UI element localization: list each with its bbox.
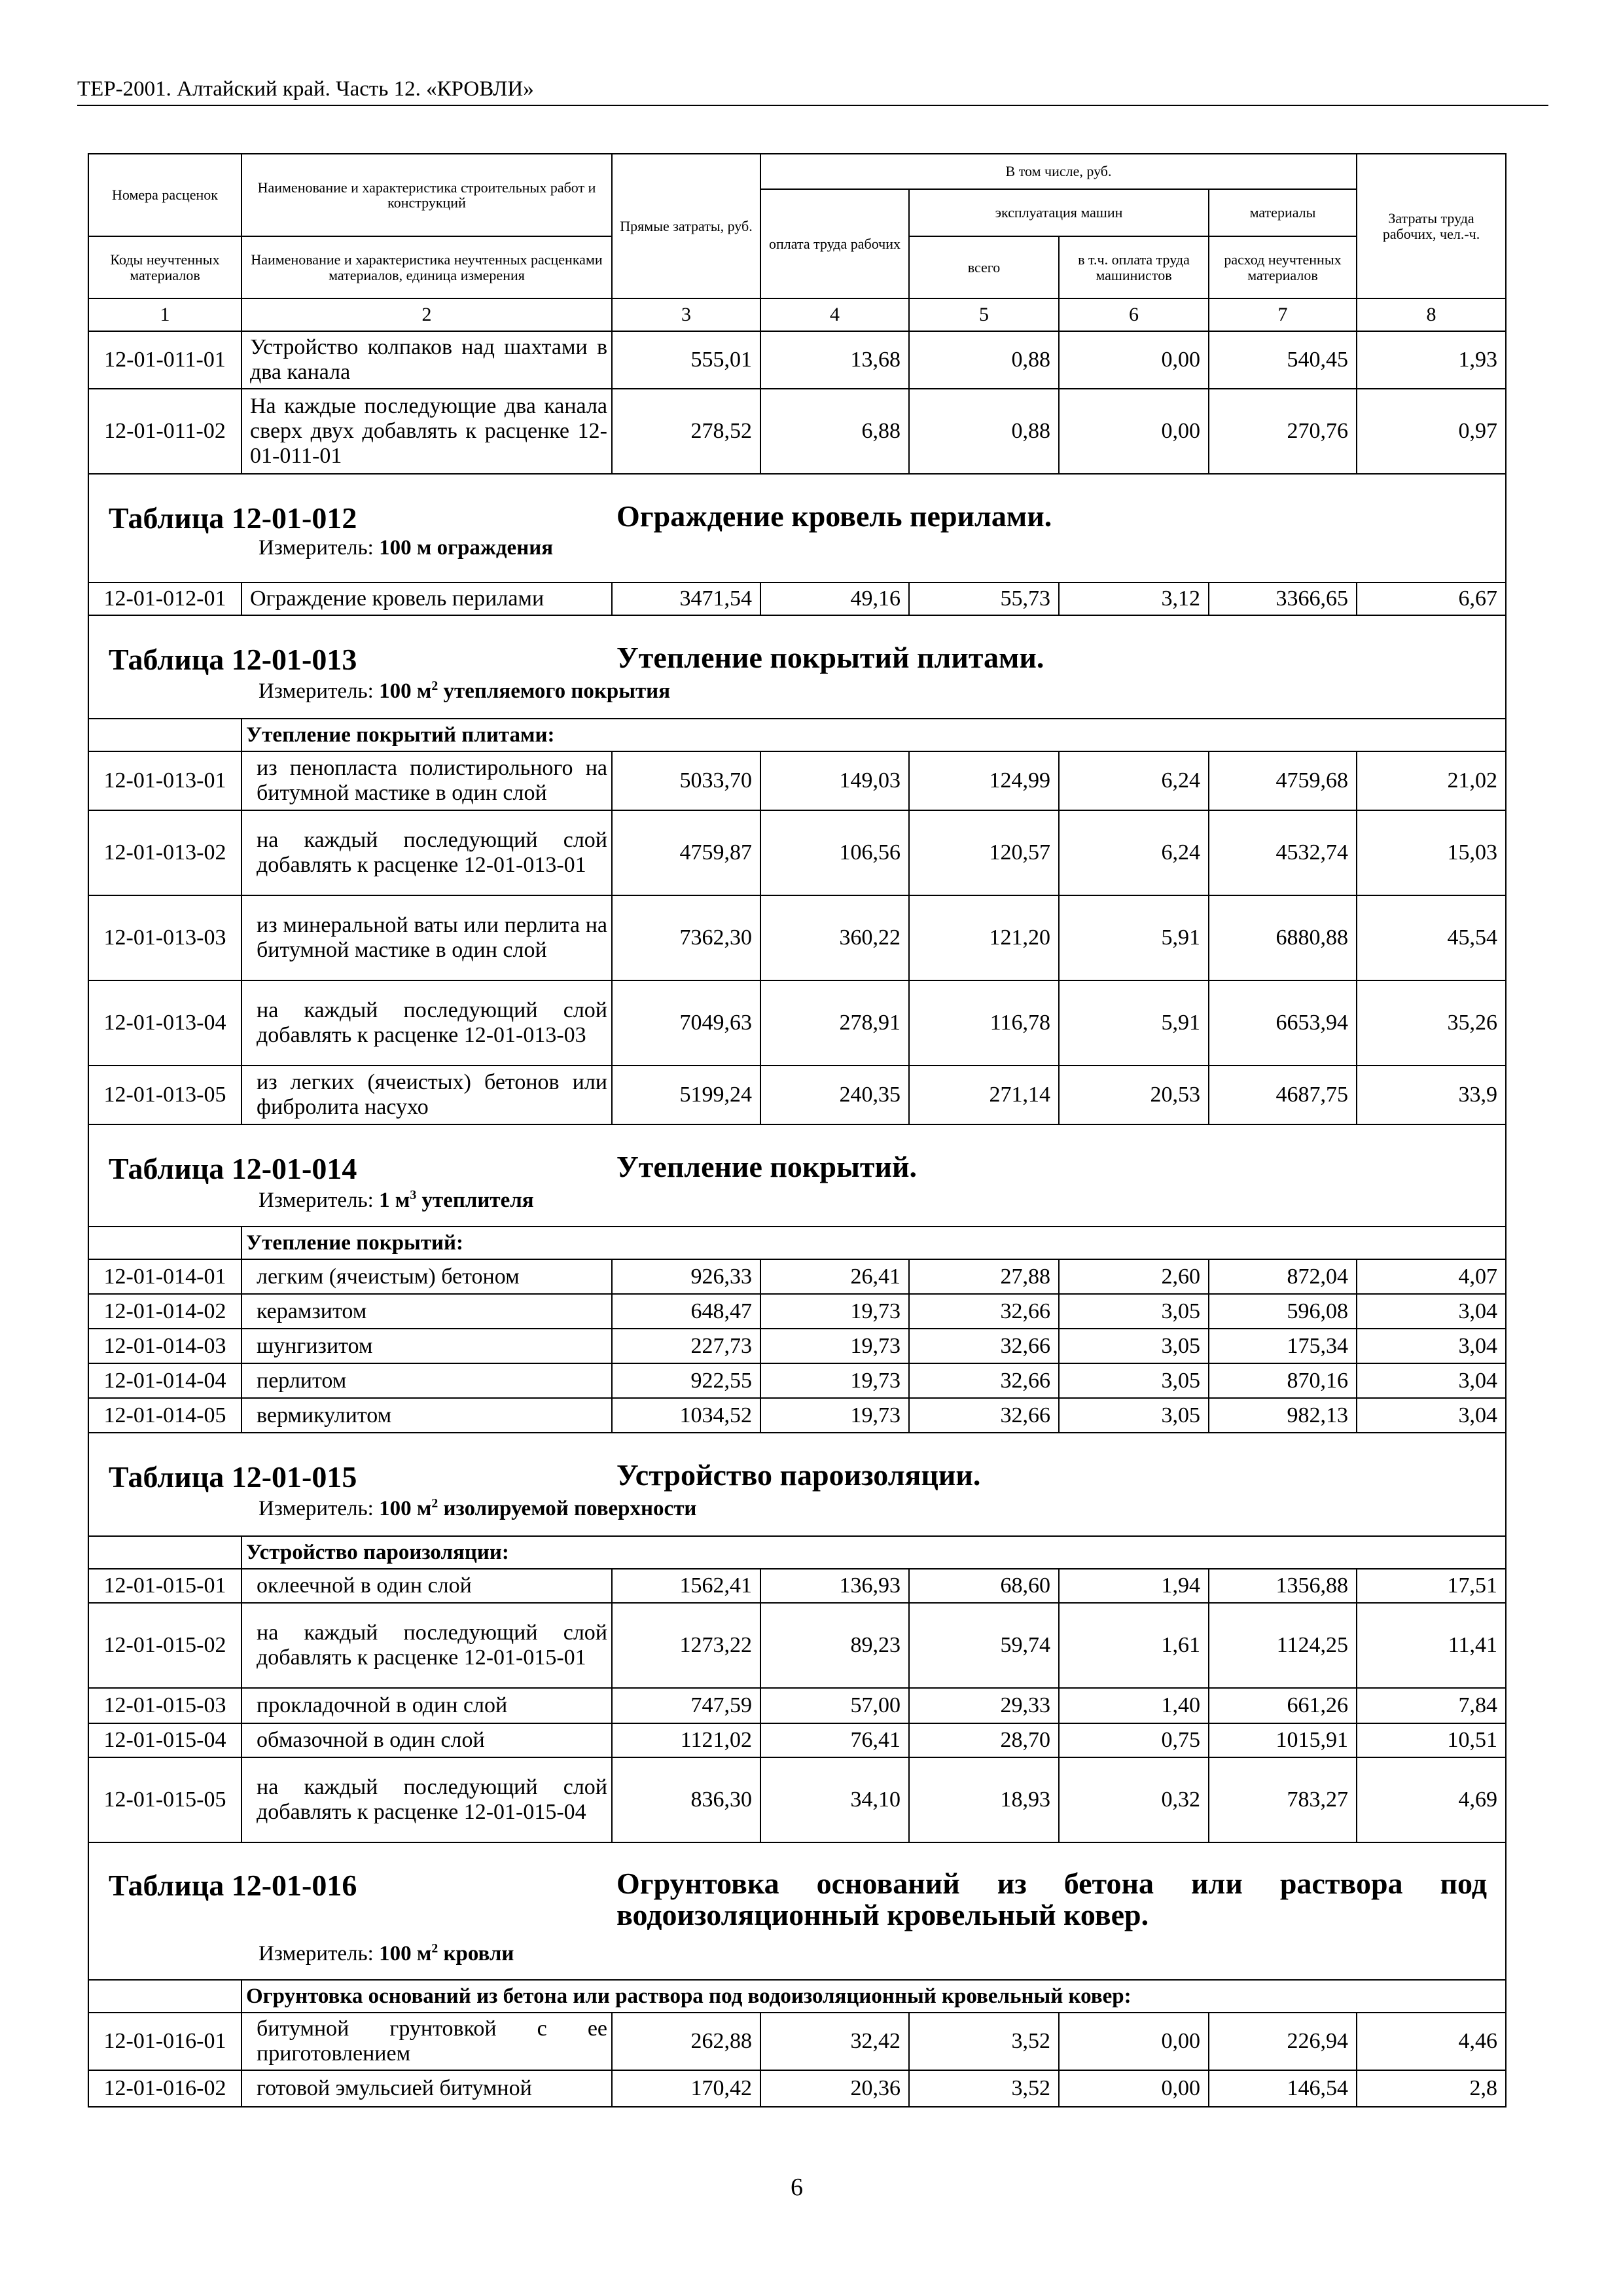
table-row xyxy=(88,583,1506,615)
materials-cost: 4759,68 xyxy=(1209,751,1357,810)
work-name: прокладочной в один слой xyxy=(241,1688,612,1723)
table-row xyxy=(88,751,1506,810)
rate-code: 12-01-015-01 xyxy=(88,1569,241,1603)
labor-pay: 19,73 xyxy=(760,1329,909,1363)
labor-pay: 149,03 xyxy=(760,751,909,810)
work-name: керамзитом xyxy=(241,1294,612,1329)
machines-labor: 1,61 xyxy=(1059,1603,1209,1688)
col-machines-total: всего xyxy=(909,236,1059,298)
labor-pay: 19,73 xyxy=(760,1363,909,1398)
rate-code: 12-01-016-01 xyxy=(88,2013,241,2070)
materials-cost: 270,76 xyxy=(1209,389,1357,474)
labor-hours: 33,9 xyxy=(1357,1066,1506,1124)
work-name: шунгизитом xyxy=(241,1329,612,1363)
subheading-row xyxy=(88,719,1506,751)
rates-table xyxy=(88,153,1507,2108)
machines-total: 116,78 xyxy=(909,980,1059,1066)
labor-pay: 19,73 xyxy=(760,1398,909,1433)
table-row xyxy=(88,1066,1506,1124)
measurement-unit: Измеритель: 100 $м^2$ кровли xyxy=(259,1941,514,1965)
table-section-header xyxy=(88,474,1506,583)
col-number: 2 xyxy=(241,298,612,331)
table-row xyxy=(88,2070,1506,2107)
machines-labor: 0,32 xyxy=(1059,1757,1209,1842)
labor-pay: 32,42 xyxy=(760,2013,909,2070)
direct-cost: 648,47 xyxy=(612,1294,760,1329)
table-row xyxy=(88,980,1506,1066)
materials-cost: 4532,74 xyxy=(1209,810,1357,895)
table-row xyxy=(88,1363,1506,1398)
labor-pay: 20,36 xyxy=(760,2070,909,2107)
materials-cost: 870,16 xyxy=(1209,1363,1357,1398)
materials-cost: 540,45 xyxy=(1209,331,1357,389)
labor-hours: 3,04 xyxy=(1357,1398,1506,1433)
labor-hours: 4,46 xyxy=(1357,2013,1506,2070)
table-section-header xyxy=(88,615,1506,719)
machines-total: 32,66 xyxy=(909,1294,1059,1329)
labor-hours: 4,69 xyxy=(1357,1757,1506,1842)
labor-hours: 3,04 xyxy=(1357,1363,1506,1398)
rate-code: 12-01-013-03 xyxy=(88,895,241,980)
work-name: Устройство колпаков над шахтами в два канала xyxy=(241,331,612,389)
machines-total: 32,66 xyxy=(909,1329,1059,1363)
table-row xyxy=(88,1259,1506,1294)
direct-cost: 7049,63 xyxy=(612,980,760,1066)
labor-pay: 49,16 xyxy=(760,583,909,615)
materials-cost: 4687,75 xyxy=(1209,1066,1357,1124)
table-number: Таблица 12-01-013 xyxy=(109,643,357,676)
machines-total: 120,57 xyxy=(909,810,1059,895)
labor-hours: 21,02 xyxy=(1357,751,1506,810)
work-name: на каждый последующий слой добавлять к расценке 12-01-015-04 xyxy=(241,1757,612,1842)
labor-hours: 10,51 xyxy=(1357,1723,1506,1757)
direct-cost: 926,33 xyxy=(612,1259,760,1294)
rate-code: 12-01-013-04 xyxy=(88,980,241,1066)
col-number: 6 xyxy=(1059,298,1209,331)
table-section-header xyxy=(88,1842,1506,1980)
machines-labor: 0,00 xyxy=(1059,331,1209,389)
page-header: ТЕР-2001. Алтайский край. Часть 12. «КРОВЛИ» xyxy=(77,77,534,101)
direct-cost: 1121,02 xyxy=(612,1723,760,1757)
subheading: Утепление покрытий: xyxy=(241,1227,1506,1259)
rate-code: 12-01-015-05 xyxy=(88,1757,241,1842)
subheading: Устройство пароизоляции: xyxy=(241,1536,1506,1569)
materials-cost: 596,08 xyxy=(1209,1294,1357,1329)
direct-cost: 555,01 xyxy=(612,331,760,389)
machines-labor: 3,05 xyxy=(1059,1398,1209,1433)
materials-cost: 1015,91 xyxy=(1209,1723,1357,1757)
direct-cost: 278,52 xyxy=(612,389,760,474)
table-row xyxy=(88,895,1506,980)
table-row xyxy=(88,389,1506,474)
machines-total: 32,66 xyxy=(909,1398,1059,1433)
materials-cost: 6880,88 xyxy=(1209,895,1357,980)
machines-labor: 6,24 xyxy=(1059,751,1209,810)
col-material-codes: Коды неучтенных материалов xyxy=(88,236,241,298)
labor-hours: 6,67 xyxy=(1357,583,1506,615)
table-row xyxy=(88,1757,1506,1842)
col-rate-numbers: Номера расценок xyxy=(88,154,241,236)
table-section-header xyxy=(88,1433,1506,1536)
work-name: готовой эмульсией битумной xyxy=(241,2070,612,2107)
work-name: на каждый последующий слой добавлять к расценке 12-01-013-01 xyxy=(241,810,612,895)
labor-hours: 35,26 xyxy=(1357,980,1506,1066)
labor-hours: 7,84 xyxy=(1357,1688,1506,1723)
labor-pay: 360,22 xyxy=(760,895,909,980)
machines-labor: 0,00 xyxy=(1059,2070,1209,2107)
labor-pay: 57,00 xyxy=(760,1688,909,1723)
machines-labor: 3,05 xyxy=(1059,1363,1209,1398)
measurement-unit: Измеритель: 100 м ограждения xyxy=(259,536,554,560)
work-name: на каждый последующий слой добавлять к расценке 12-01-015-01 xyxy=(241,1603,612,1688)
col-labor-costs: Затраты труда рабочих, чел.-ч. xyxy=(1357,154,1506,298)
measurement-unit: Измеритель: 100 $м^2$ изолируемой поверхности xyxy=(259,1496,697,1520)
machines-total: 29,33 xyxy=(909,1688,1059,1723)
machines-labor: 20,53 xyxy=(1059,1066,1209,1124)
labor-pay: 34,10 xyxy=(760,1757,909,1842)
table-section-header xyxy=(88,1124,1506,1227)
machines-labor: 3,12 xyxy=(1059,583,1209,615)
direct-cost: 1273,22 xyxy=(612,1603,760,1688)
materials-cost: 1124,25 xyxy=(1209,1603,1357,1688)
materials-cost: 226,94 xyxy=(1209,2013,1357,2070)
rate-code: 12-01-013-01 xyxy=(88,751,241,810)
labor-hours: 45,54 xyxy=(1357,895,1506,980)
col-work-name: Наименование и характеристика строительных работ и конструкций xyxy=(241,154,612,236)
labor-hours: 3,04 xyxy=(1357,1294,1506,1329)
table-number: Таблица 12-01-015 xyxy=(109,1460,357,1494)
direct-cost: 7362,30 xyxy=(612,895,760,980)
labor-pay: 13,68 xyxy=(760,331,909,389)
col-number: 3 xyxy=(612,298,760,331)
subheading-row xyxy=(88,1980,1506,2013)
labor-pay: 89,23 xyxy=(760,1603,909,1688)
work-name: На каждые последующие два канала сверх двух добавлять к расценке 12-01-011-01 xyxy=(241,389,612,474)
direct-cost: 3471,54 xyxy=(612,583,760,615)
machines-labor: 1,40 xyxy=(1059,1688,1209,1723)
direct-cost: 227,73 xyxy=(612,1329,760,1363)
table-row xyxy=(88,1329,1506,1363)
machines-labor: 0,75 xyxy=(1059,1723,1209,1757)
table-row xyxy=(88,810,1506,895)
work-name: на каждый последующий слой добавлять к расценке 12-01-013-03 xyxy=(241,980,612,1066)
table-number: Таблица 12-01-016 xyxy=(109,1869,357,1902)
direct-cost: 1562,41 xyxy=(612,1569,760,1603)
rate-code: 12-01-015-03 xyxy=(88,1688,241,1723)
table-title: Ограждение кровель перилами. xyxy=(616,499,1052,533)
machines-labor: 5,91 xyxy=(1059,895,1209,980)
rate-code: 12-01-015-04 xyxy=(88,1723,241,1757)
table-number: Таблица 12-01-012 xyxy=(109,501,357,535)
labor-hours: 2,8 xyxy=(1357,2070,1506,2107)
table-row xyxy=(88,1398,1506,1433)
measurement-unit: Измеритель: 100 $м^2$ утепляемого покрытия xyxy=(259,679,671,703)
labor-hours: 0,97 xyxy=(1357,389,1506,474)
rate-code: 12-01-014-02 xyxy=(88,1294,241,1329)
machines-total: 0,88 xyxy=(909,331,1059,389)
rate-code: 12-01-012-01 xyxy=(88,583,241,615)
direct-cost: 747,59 xyxy=(612,1688,760,1723)
materials-cost: 3366,65 xyxy=(1209,583,1357,615)
work-name: вермикулитом xyxy=(241,1398,612,1433)
col-material-names: Наименование и характеристика неучтенных расценками материалов, единица измерения xyxy=(241,236,612,298)
labor-pay: 106,56 xyxy=(760,810,909,895)
work-name: оклеечной в один слой xyxy=(241,1569,612,1603)
rate-code: 12-01-016-02 xyxy=(88,2070,241,2107)
col-number: 4 xyxy=(760,298,909,331)
direct-cost: 262,88 xyxy=(612,2013,760,2070)
machines-total: 3,52 xyxy=(909,2070,1059,2107)
machines-labor: 0,00 xyxy=(1059,389,1209,474)
materials-cost: 783,27 xyxy=(1209,1757,1357,1842)
machines-total: 0,88 xyxy=(909,389,1059,474)
col-direct-costs: Прямые затраты, руб. xyxy=(612,154,760,298)
table-row xyxy=(88,1723,1506,1757)
table-number: Таблица 12-01-014 xyxy=(109,1152,357,1185)
materials-cost: 661,26 xyxy=(1209,1688,1357,1723)
work-name: обмазочной в один слой xyxy=(241,1723,612,1757)
materials-cost: 6653,94 xyxy=(1209,980,1357,1066)
labor-hours: 1,93 xyxy=(1357,331,1506,389)
labor-pay: 76,41 xyxy=(760,1723,909,1757)
machines-total: 124,99 xyxy=(909,751,1059,810)
table-row xyxy=(88,1294,1506,1329)
col-number: 8 xyxy=(1357,298,1506,331)
subheading-row xyxy=(88,1227,1506,1259)
work-name: Ограждение кровель перилами xyxy=(241,583,612,615)
table-title: Утепление покрытий плитами. xyxy=(616,641,1044,674)
labor-pay: 26,41 xyxy=(760,1259,909,1294)
labor-hours: 17,51 xyxy=(1357,1569,1506,1603)
table-title: Огрунтовка оснований из бетона или раствора под водоизоляционный кровельный ковер. xyxy=(616,1867,1487,1931)
labor-hours: 4,07 xyxy=(1357,1259,1506,1294)
table-title: Утепление покрытий. xyxy=(616,1150,918,1183)
col-number: 7 xyxy=(1209,298,1357,331)
table-row xyxy=(88,331,1506,389)
labor-hours: 11,41 xyxy=(1357,1603,1506,1688)
col-materials: материалы xyxy=(1209,189,1357,236)
machines-total: 3,52 xyxy=(909,2013,1059,2070)
rate-code: 12-01-011-02 xyxy=(88,389,241,474)
col-materials-unaccounted: расход неучтенных материалов xyxy=(1209,236,1357,298)
machines-total: 32,66 xyxy=(909,1363,1059,1398)
rate-code: 12-01-014-04 xyxy=(88,1363,241,1398)
col-machines: эксплуатация машин xyxy=(909,189,1209,236)
table-title: Устройство пароизоляции. xyxy=(616,1458,981,1492)
work-name: из минеральной ваты или перлита на битумной мастике в один слой xyxy=(241,895,612,980)
table-row xyxy=(88,1569,1506,1603)
col-labor-pay: оплата труда рабочих xyxy=(760,189,909,298)
labor-pay: 19,73 xyxy=(760,1294,909,1329)
page-number: 6 xyxy=(791,2174,803,2201)
machines-total: 18,93 xyxy=(909,1757,1059,1842)
col-number: 1 xyxy=(88,298,241,331)
labor-hours: 3,04 xyxy=(1357,1329,1506,1363)
subheading: Огрунтовка оснований из бетона или раствора под водоизоляционный кровельный ковер: xyxy=(241,1980,1506,2013)
header-rule xyxy=(77,105,1548,106)
rate-code: 12-01-014-01 xyxy=(88,1259,241,1294)
rate-code: 12-01-015-02 xyxy=(88,1603,241,1688)
rate-code: 12-01-014-05 xyxy=(88,1398,241,1433)
work-name: из пенопласта полистирольного на битумной мастике в один слой xyxy=(241,751,612,810)
subheading: Утепление покрытий плитами: xyxy=(241,719,1506,751)
table-row xyxy=(88,2013,1506,2070)
machines-labor: 2,60 xyxy=(1059,1259,1209,1294)
direct-cost: 836,30 xyxy=(612,1757,760,1842)
subheading-row xyxy=(88,1536,1506,1569)
rate-code: 12-01-013-02 xyxy=(88,810,241,895)
rate-code: 12-01-013-05 xyxy=(88,1066,241,1124)
work-name: битумной грунтовкой с ее приготовлением xyxy=(241,2013,612,2070)
labor-pay: 240,35 xyxy=(760,1066,909,1124)
labor-hours: 15,03 xyxy=(1357,810,1506,895)
direct-cost: 1034,52 xyxy=(612,1398,760,1433)
direct-cost: 5033,70 xyxy=(612,751,760,810)
direct-cost: 5199,24 xyxy=(612,1066,760,1124)
materials-cost: 872,04 xyxy=(1209,1259,1357,1294)
rate-code: 12-01-014-03 xyxy=(88,1329,241,1363)
labor-pay: 136,93 xyxy=(760,1569,909,1603)
materials-cost: 146,54 xyxy=(1209,2070,1357,2107)
machines-total: 271,14 xyxy=(909,1066,1059,1124)
work-name: легким (ячеистым) бетоном xyxy=(241,1259,612,1294)
machines-total: 27,88 xyxy=(909,1259,1059,1294)
direct-cost: 4759,87 xyxy=(612,810,760,895)
col-machines-labor: в т.ч. оплата труда машинистов xyxy=(1059,236,1209,298)
direct-cost: 170,42 xyxy=(612,2070,760,2107)
machines-total: 28,70 xyxy=(909,1723,1059,1757)
rate-code: 12-01-011-01 xyxy=(88,331,241,389)
materials-cost: 982,13 xyxy=(1209,1398,1357,1433)
table-row xyxy=(88,1688,1506,1723)
materials-cost: 175,34 xyxy=(1209,1329,1357,1363)
machines-total: 121,20 xyxy=(909,895,1059,980)
machines-labor: 0,00 xyxy=(1059,2013,1209,2070)
machines-total: 59,74 xyxy=(909,1603,1059,1688)
machines-labor: 1,94 xyxy=(1059,1569,1209,1603)
materials-cost: 1356,88 xyxy=(1209,1569,1357,1603)
work-name: перлитом xyxy=(241,1363,612,1398)
labor-pay: 278,91 xyxy=(760,980,909,1066)
machines-labor: 6,24 xyxy=(1059,810,1209,895)
machines-total: 55,73 xyxy=(909,583,1059,615)
machines-total: 68,60 xyxy=(909,1569,1059,1603)
machines-labor: 3,05 xyxy=(1059,1329,1209,1363)
table-row xyxy=(88,1603,1506,1688)
measurement-unit: Измеритель: 1 $м^3$ утеплителя xyxy=(259,1188,534,1212)
machines-labor: 5,91 xyxy=(1059,980,1209,1066)
work-name: из легких (ячеистых) бетонов или фибролита насухо xyxy=(241,1066,612,1124)
col-number: 5 xyxy=(909,298,1059,331)
direct-cost: 922,55 xyxy=(612,1363,760,1398)
col-including: В том числе, руб. xyxy=(760,154,1357,189)
labor-pay: 6,88 xyxy=(760,389,909,474)
machines-labor: 3,05 xyxy=(1059,1294,1209,1329)
